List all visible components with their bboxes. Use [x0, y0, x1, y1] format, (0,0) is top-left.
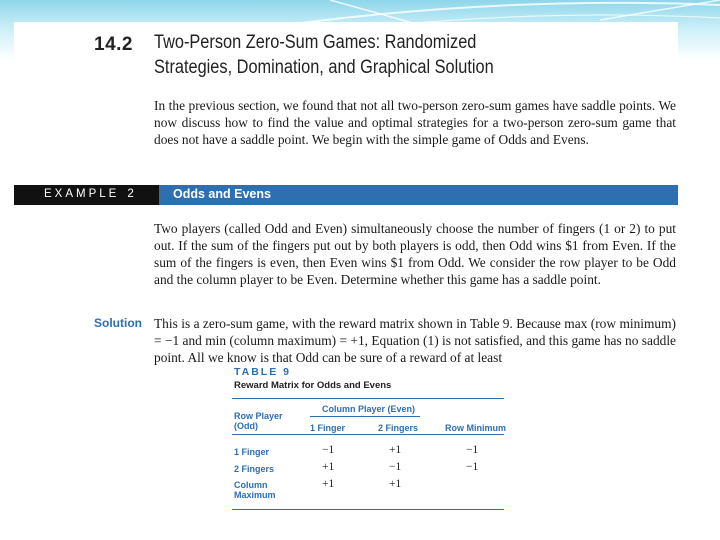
cell-1-1: −1	[322, 444, 335, 456]
row-label-column-maximum: Column Maximum	[234, 480, 276, 500]
section-title: Two-Person Zero-Sum Games: Randomized Strategies, Domination, and Graphical Solution	[154, 32, 494, 78]
section-number: 14.2	[94, 34, 133, 55]
example-title-bar	[159, 185, 678, 205]
row-player-header: Row Player (Odd)	[234, 411, 283, 431]
cell-3-2: +1	[389, 478, 402, 490]
col-header-1-finger: 1 Finger	[310, 423, 346, 433]
example-number: 2	[127, 188, 137, 200]
intro-paragraph: In the previous section, we found that not all two-person zero-sum games have saddle points. We now discuss how to find the value and optimal strategies for a two-person zero-sum game that does not have a saddle point. We begin with the simple game of Odds and Evens.	[154, 98, 676, 147]
reward-matrix-table	[230, 366, 506, 512]
cell-2-1: +1	[322, 461, 335, 473]
cell-3-1: +1	[322, 478, 335, 490]
example-word: EXAMPLE	[44, 188, 120, 200]
row-label-1-finger: 1 Finger	[234, 447, 270, 457]
cell-1-min: −1	[466, 444, 479, 456]
solution-paragraph: This is a zero-sum game, with the reward matrix shown in Table 9. Because max (row minimum) = −1 and min (column maximum) = +1, Equation (1) is not satisfied, and this game has no saddle point. All we know is that Odd can be sure of a reward of at least	[154, 316, 676, 365]
cell-1-2: +1	[389, 444, 402, 456]
table-rule-bottom	[232, 509, 504, 510]
example-paragraph: Two players (called Odd and Even) simultaneously choose the number of fingers (1 or 2) to put out. If the sum of the fingers put out by both players is odd, then Odd wins $1 from Even. If the sum of the fingers is even, then Even wins $1 from Odd. We consider the row player to be Odd and the column player to be Even. Determine whether this game has a saddle point.	[154, 221, 676, 287]
cell-2-min: −1	[466, 461, 479, 473]
example-label	[44, 188, 137, 200]
example-title: Odds and Evens	[173, 187, 271, 201]
column-player-header: Column Player (Even)	[322, 404, 416, 414]
solution-label: Solution	[94, 316, 142, 330]
col-header-row-minimum: Row Minimum	[445, 423, 506, 433]
row-label-2-fingers: 2 Fingers	[234, 464, 275, 474]
textbook-page-scan	[14, 22, 678, 368]
example-header-bar	[14, 185, 678, 205]
table-rule-top	[232, 398, 504, 399]
col-header-2-fingers: 2 Fingers	[378, 423, 419, 433]
cell-2-2: −1	[389, 461, 402, 473]
table-rule-column-group	[310, 416, 420, 417]
table-caption: Reward Matrix for Odds and Evens	[234, 380, 392, 391]
table-rule-header	[232, 434, 504, 435]
table-number: TABLE 9	[234, 366, 291, 378]
